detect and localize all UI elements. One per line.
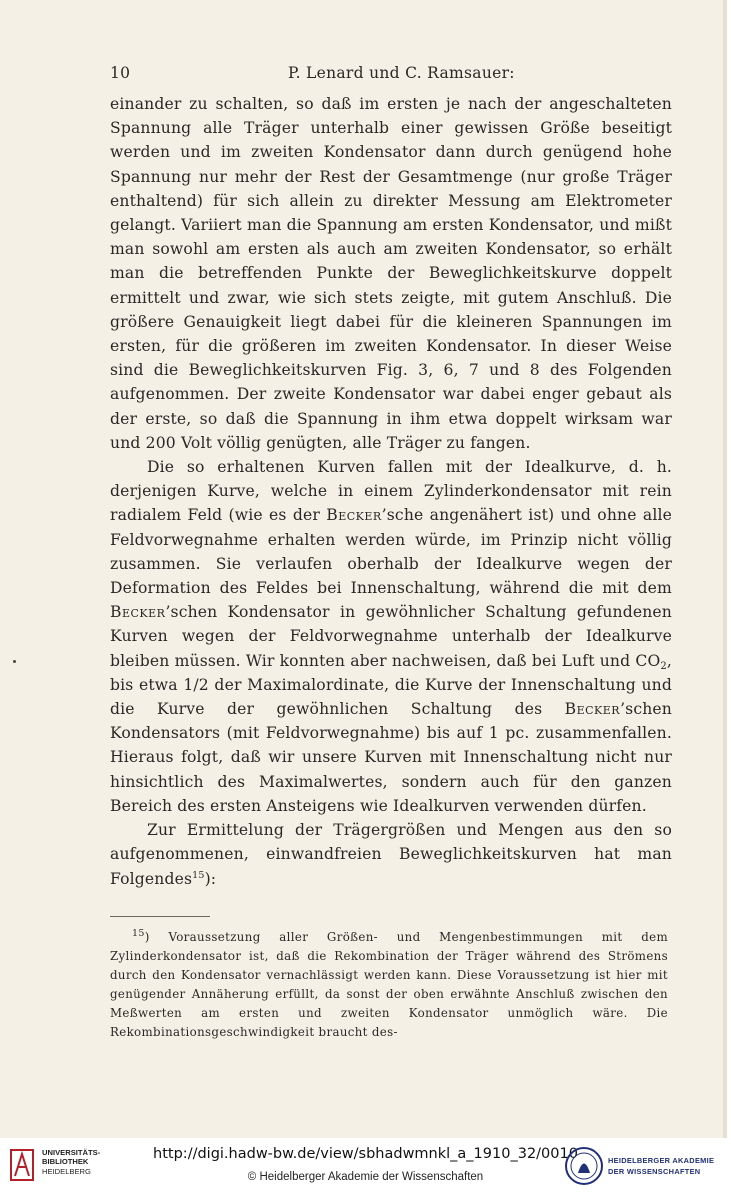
footnote-number: 15: [132, 928, 145, 940]
paragraph-3-text: Zur Ermittelung der Trägergrößen und Mengen aus den so aufgenommenen, einwandfreien Beweglichkeitskurven hat man Folgendes: [110, 821, 672, 888]
footnote-reference: 15: [192, 869, 205, 881]
footnote: [110, 928, 668, 1042]
page-number: 10: [110, 64, 131, 82]
paragraph-1: einander zu schalten, so daß im ersten je nach der angeschalteten Spannung alle Träger unterhalb einer gewissen Größe beseitigt werden und im zweiten Kondensator dann durch genügend hohe Spannung nur mehr der Rest der Gesamtmenge (nur große Träger enthaltend) für sich allein zu direkter Messung am Elektrometer gelangt. Variiert man die Spannung am ersten Kondensator, und mißt man sowohl am ersten als auch am zweiten Kondensator, so erhält man die betreffenden Punkte der Beweglichkeitskurve doppelt ermittelt und zwar, wie sich stets zeigte, mit gutem Anschluß. Die größere Genauigkeit liegt dabei für die kleineren Spannungen im ersten, für die größeren im zweiten Kondensator. In dieser Weise sind die Beweglichkeitskurven Fig. 3, 6, 7 und 8 des Folgenden aufgenommen. Der zweite Kondensator war dabei enger gebaut als der erste, so daß die Spannung in ihm etwa doppelt wirksam war und 200 Volt völlig genügten, alle Träger zu fangen.: [110, 95, 672, 452]
paragraph-2-text: , bis etwa: [110, 651, 672, 694]
academy-line-1: HEIDELBERGER AKADEMIE: [608, 1156, 715, 1165]
library-line-2: BIBLIOTHEK: [42, 1157, 89, 1167]
footnote-text: ) Voraussetzung aller Größen- und Mengenbestimmungen mit dem Zylinderkondensator ist, daß die Rekombination der Träger während des Strömens durch den Kondensator vernachlässigt werden kann. Diese Voraussetzung ist hier mit genügender Annäherung erfüllt, da sonst der oben erwähnte Anschluß zwischen den Meßwerten am ersten und zweiten Kondensator unmöglich wäre. Die Rekombinationsgeschwindigkeit braucht des-: [110, 930, 668, 1039]
author-name-becker: Becker: [110, 603, 166, 622]
paragraph-2: [110, 455, 672, 818]
paragraph-2-text: ’schen Kondensators (mit Feldvorwegnahme) bis auf 1 pc. zusammenfallen. Hieraus folgt, daß wir unsere Kurven mit Innenschaltung nicht nur hinsichtlich des Maximalwertes, sondern auch für den ganzen Bereich des ersten Ansteigens wie Idealkurven verwenden dürfen.: [110, 700, 672, 815]
digitization-footer: [0, 1138, 731, 1195]
paragraph-2-text: Die so erhaltenen Kurven fallen mit der Idealkurve, d. h. derjenigen Kurve, welche in einem Zylinderkondensator mit rein radialem Feld (wie es der: [110, 458, 672, 525]
copyright-notice: © Heidelberger Akademie der Wissenschaften: [247, 1171, 484, 1183]
page-header: [110, 64, 670, 88]
paragraph-3-tail: ):: [204, 869, 217, 888]
co2-subscript: 2: [660, 660, 667, 672]
academy-seal-icon: [564, 1146, 604, 1186]
author-name-becker: Becker: [326, 506, 382, 525]
footnote-rule: [110, 916, 210, 917]
academy-logo: [564, 1146, 729, 1188]
paragraph-2-text: der Maximalordinate, die Kurve der Innenschaltung und die Kurve der gewöhnlichen Schaltung des: [110, 675, 672, 719]
paragraph-2-text: ’sche angenähert ist) und ohne alle Feldvorwegnahme erhalten werden würde, im Prinzip nicht völlig zusammen. Sie verlaufen oberhalb der Idealkurve wegen der Deformation des Feldes bei Innenschaltung, während die mit dem: [110, 506, 672, 598]
paragraph-3: [110, 818, 672, 891]
fraction: 1/2: [183, 675, 209, 694]
library-line-3: HEIDELBERG: [42, 1166, 91, 1176]
page-edge: [723, 0, 727, 1138]
body-text: [110, 92, 672, 891]
running-title: P. Lenard und C. Ramsauer:: [288, 64, 515, 82]
library-line-1: UNIVERSITÄTS-: [42, 1148, 101, 1157]
academy-line-2: DER WISSENSCHAFTEN: [608, 1167, 701, 1176]
paragraph-2-text: ’schen Kondensator in gewöhnlicher Schaltung gefundenen Kurven wegen der Feldvorwegnahme unterhalb der Idealkurve bleiben müssen. Wir konnten aber nachweisen, daß bei Luft und CO: [110, 603, 672, 670]
scan-speck: [13, 660, 16, 663]
author-name-becker: Becker: [564, 700, 621, 719]
permalink-url[interactable]: http://digi.hadw-bw.de/view/sbhadwmnkl_a_1910_32/0010: [153, 1146, 578, 1162]
